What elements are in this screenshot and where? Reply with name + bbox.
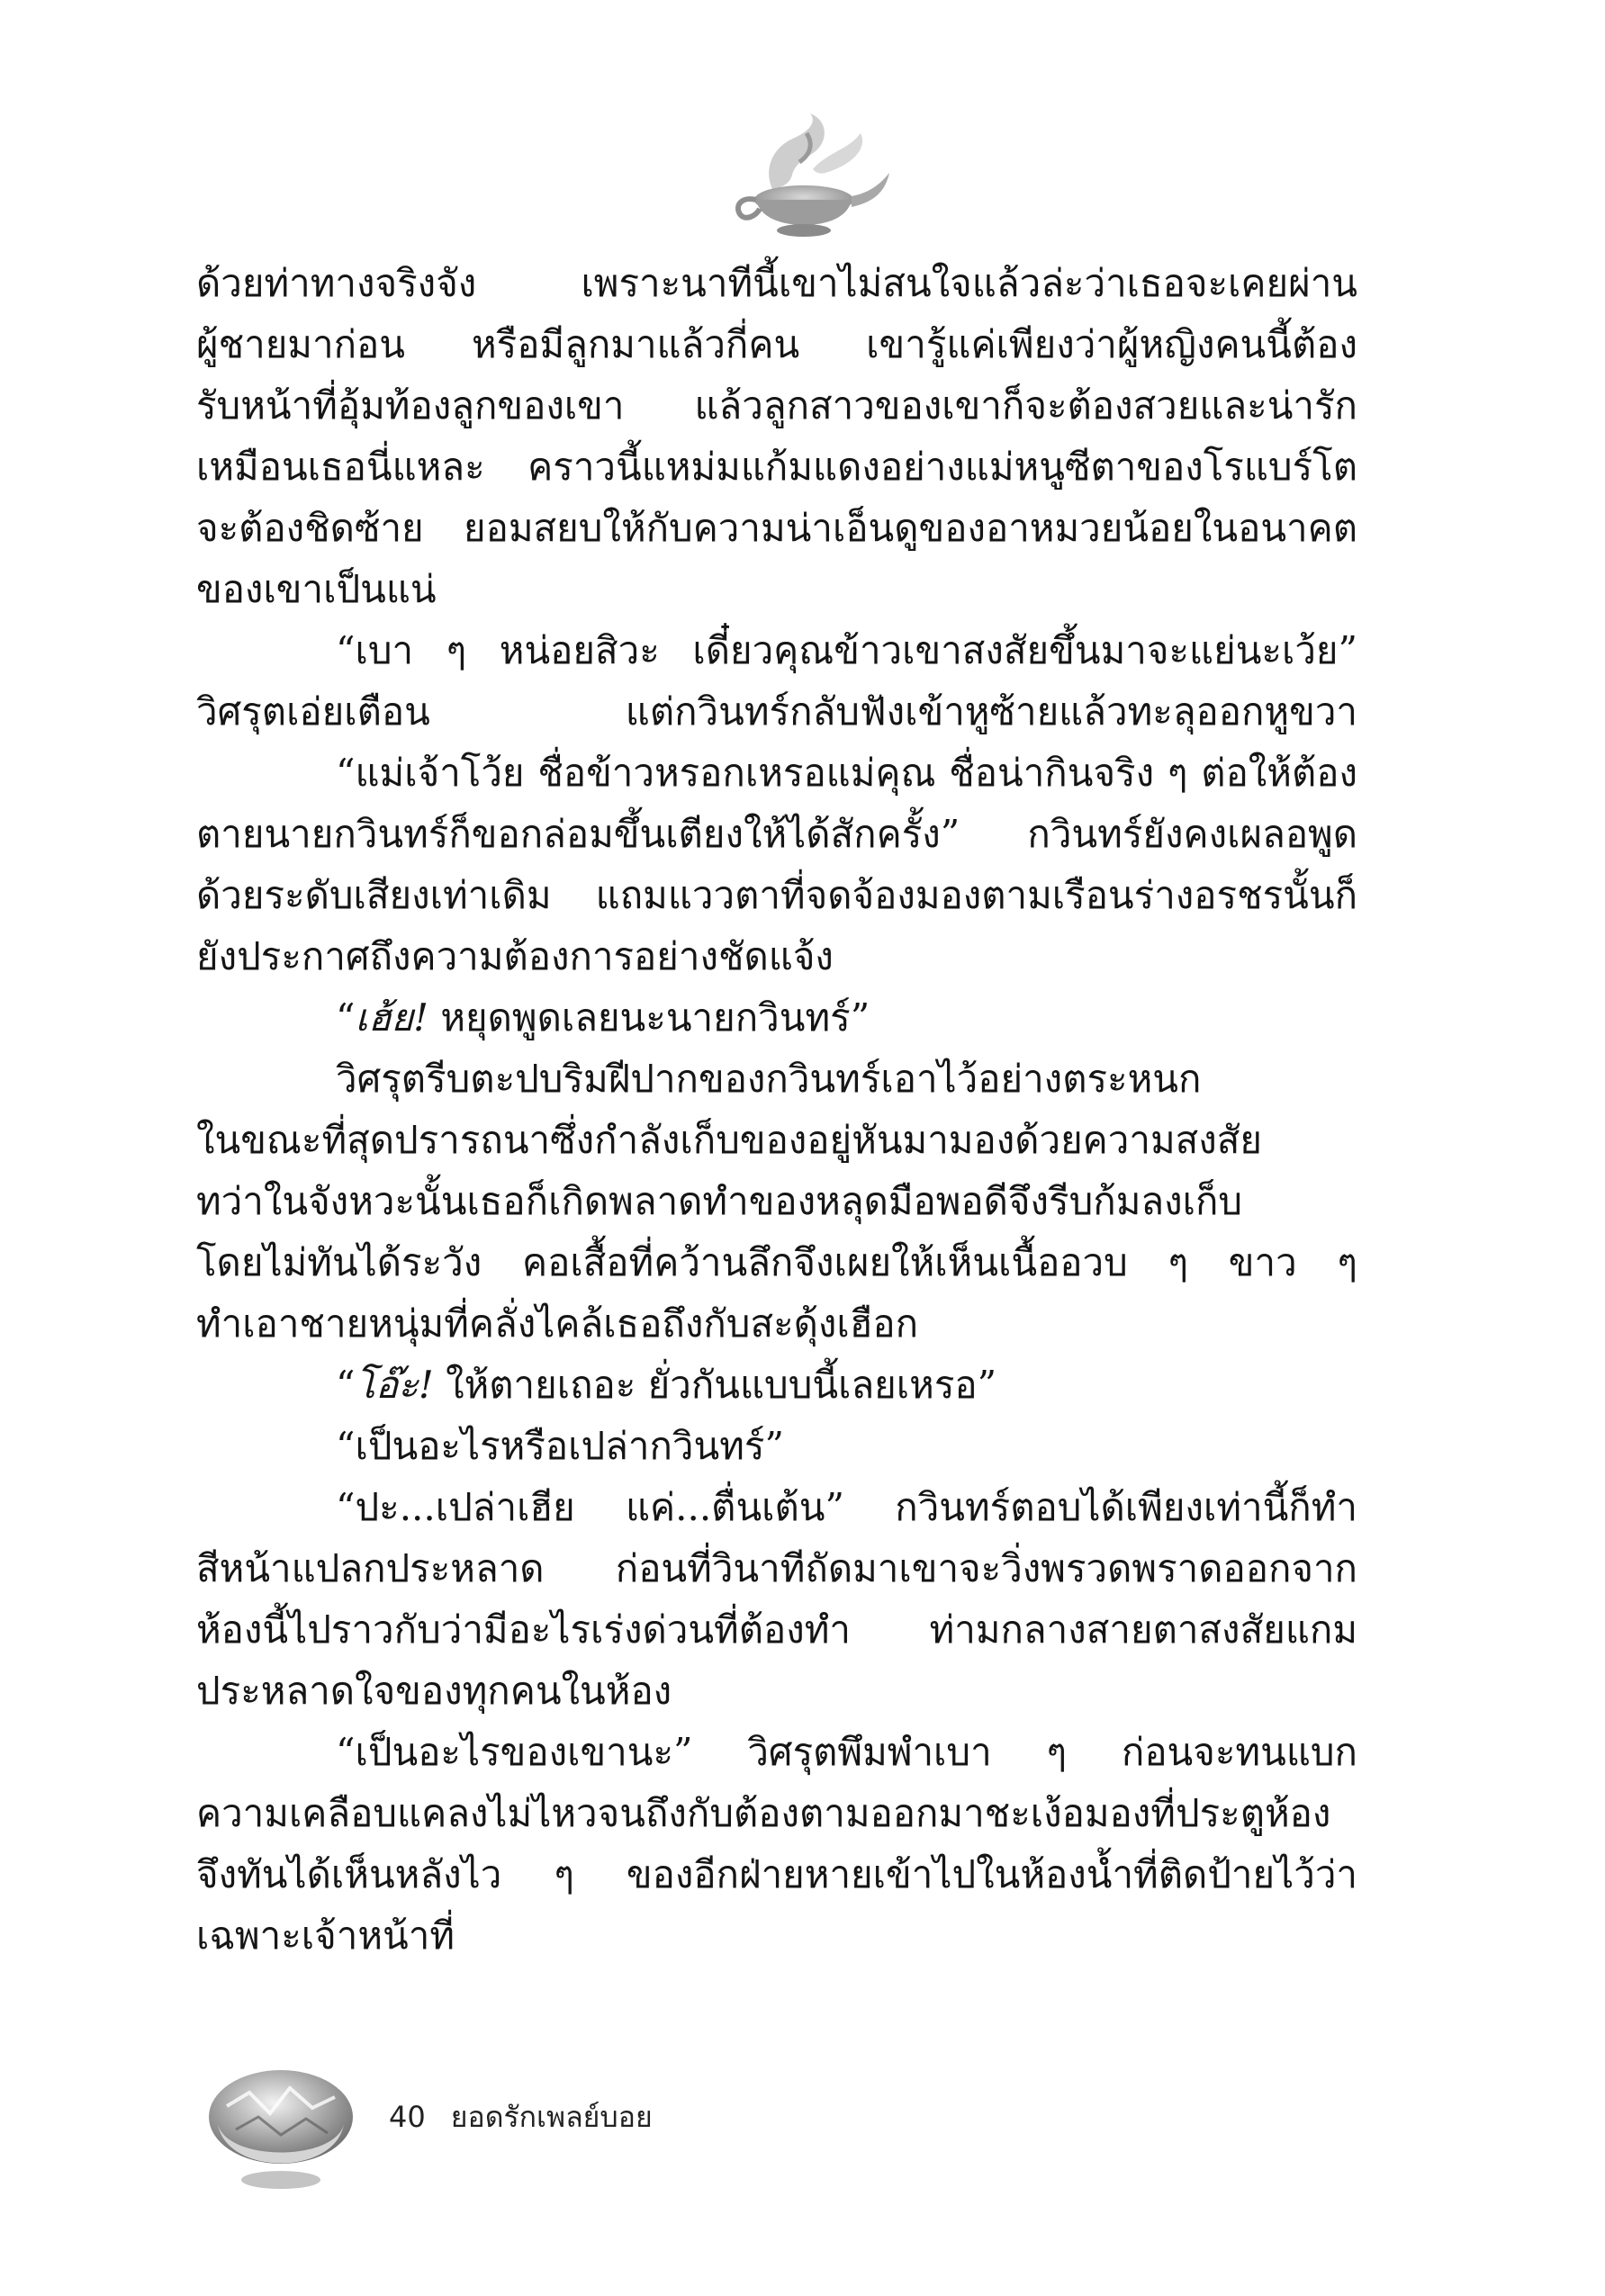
text-line: “โอ๊ะ! ให้ตายเถอะ ยั่วกันแบบนี้เลยเหรอ” [336,1363,997,1407]
text-line: ด้วยระดับเสียงเท่าเดิม แถมแววตาที่จดจ้องมองตามเรือนร่างอรชรนั้นก็ [196,873,1357,917]
italic-exclamation: โอ๊ะ! [355,1363,434,1407]
text-line: จึงทันได้เห็นหลังไว ๆ ของอีกฝ่ายหายเข้าไปในห้องน้ำที่ติดป้ายไว้ว่า [196,1852,1357,1896]
page-number: 40 [389,2100,426,2134]
text-line: “ปะ...เปล่าเฮีย แค่...ตื่นเต้น” กวินทร์ตอบได้เพียงเท่านี้ก็ทำ [336,1485,1357,1529]
page-body [196,257,1357,2034]
text-line: จะต้องชิดซ้าย ยอมสยบให้กับความน่าเอ็นดูของอาหมวยน้อยในอนาคต [196,506,1357,550]
text-line: ผู้ชายมาก่อน หรือมีลูกมาแล้วกี่คน เขารู้แค่เพียงว่าผู้หญิงคนนี้ต้อง [196,322,1357,366]
book-title: ยอดรักเพลย์บอย [450,2100,653,2134]
text-line: ในขณะที่สุดปรารถนาซึ่งกำลังเก็บของอยู่หันมามองด้วยความสงสัย [196,1118,1263,1162]
crystal-bowl-icon [200,2061,362,2196]
text-line: วิศรุตเอ่ยเตือน แต่กวินทร์กลับฟังเข้าหูซ้ายแล้วทะลุออกหูขวา [196,689,1357,734]
text-line: ห้องนี้ไปราวกับว่ามีอะไรเร่งด่วนที่ต้องทำ ท่ามกลางสายตาสงสัยแกม [196,1607,1357,1652]
genie-lamp-icon [709,106,898,241]
text-line: รับหน้าที่อุ้มท้องลูกของเขา แล้วลูกสาวของเขาก็จะต้องสวยและน่ารัก [196,383,1357,428]
text-line: เฉพาะเจ้าหน้าที่ [196,1913,455,1958]
text-line: ด้วยท่าทางจริงจัง เพราะนาทีนี้เขาไม่สนใจแล้วล่ะว่าเธอจะเคยผ่าน [196,261,1357,305]
text-line: ประหลาดใจของทุกคนในห้อง [196,1669,672,1713]
text-line: ของเขาเป็นแน่ [196,567,437,611]
text-line: “เป็นอะไรหรือเปล่ากวินทร์” [336,1424,784,1468]
text-line: ทำเอาชายหนุ่มที่คลั่งไคล้เธอถึงกับสะดุ้งเฮือก [196,1301,919,1346]
text-line: “เป็นอะไรของเขานะ” วิศรุตพึมพำเบา ๆ ก่อนจะทนแบก [336,1730,1357,1774]
text-line: ความเคลือบแคลงไม่ไหวจนถึงกับต้องตามออกมาชะเง้อมองที่ประตูห้อง [196,1791,1331,1835]
text-line: “เฮ้ย! หยุดพูดเลยนะนายกวินทร์” [336,995,870,1040]
text-line: โดยไม่ทันได้ระวัง คอเสื้อที่คว้านลึกจึงเผยให้เห็นเนื้ออวบ ๆ ขาว ๆ [196,1240,1357,1284]
text-line: “เบา ๆ หน่อยสิวะ เดี๋ยวคุณข้าวเขาสงสัยขึ้นมาจะแย่นะเว้ย” [336,628,1357,672]
text-line: ยังประกาศถึงความต้องการอย่างชัดแจ้ง [196,934,834,978]
italic-exclamation: เฮ้ย! [355,995,428,1040]
text-line: “แม่เจ้าโว้ย ชื่อข้าวหรอกเหรอแม่คุณ ชื่อน่ากินจริง ๆ ต่อให้ต้อง [336,751,1357,795]
footer [389,2097,653,2137]
text-line: ทว่าในจังหวะนั้นเธอก็เกิดพลาดทำของหลุดมือพอดีจึงรีบก้มลงเก็บ [196,1179,1243,1223]
text-line: ตายนายกวินทร์ก็ขอกล่อมขึ้นเตียงให้ได้สักครั้ง” กวินทร์ยังคงเผลอพูด [196,812,1357,856]
text-line: เหมือนเธอนี่แหละ คราวนี้แหม่มแก้มแดงอย่างแม่หนูซีตาของโรแบร์โต [196,445,1357,489]
text-line: สีหน้าแปลกประหลาด ก่อนที่วินาทีถัดมาเขาจะวิ่งพรวดพราดออกจาก [196,1546,1357,1590]
text-line: วิศรุตรีบตะปบริมฝีปากของกวินทร์เอาไว้อย่างตระหนก [336,1057,1202,1101]
